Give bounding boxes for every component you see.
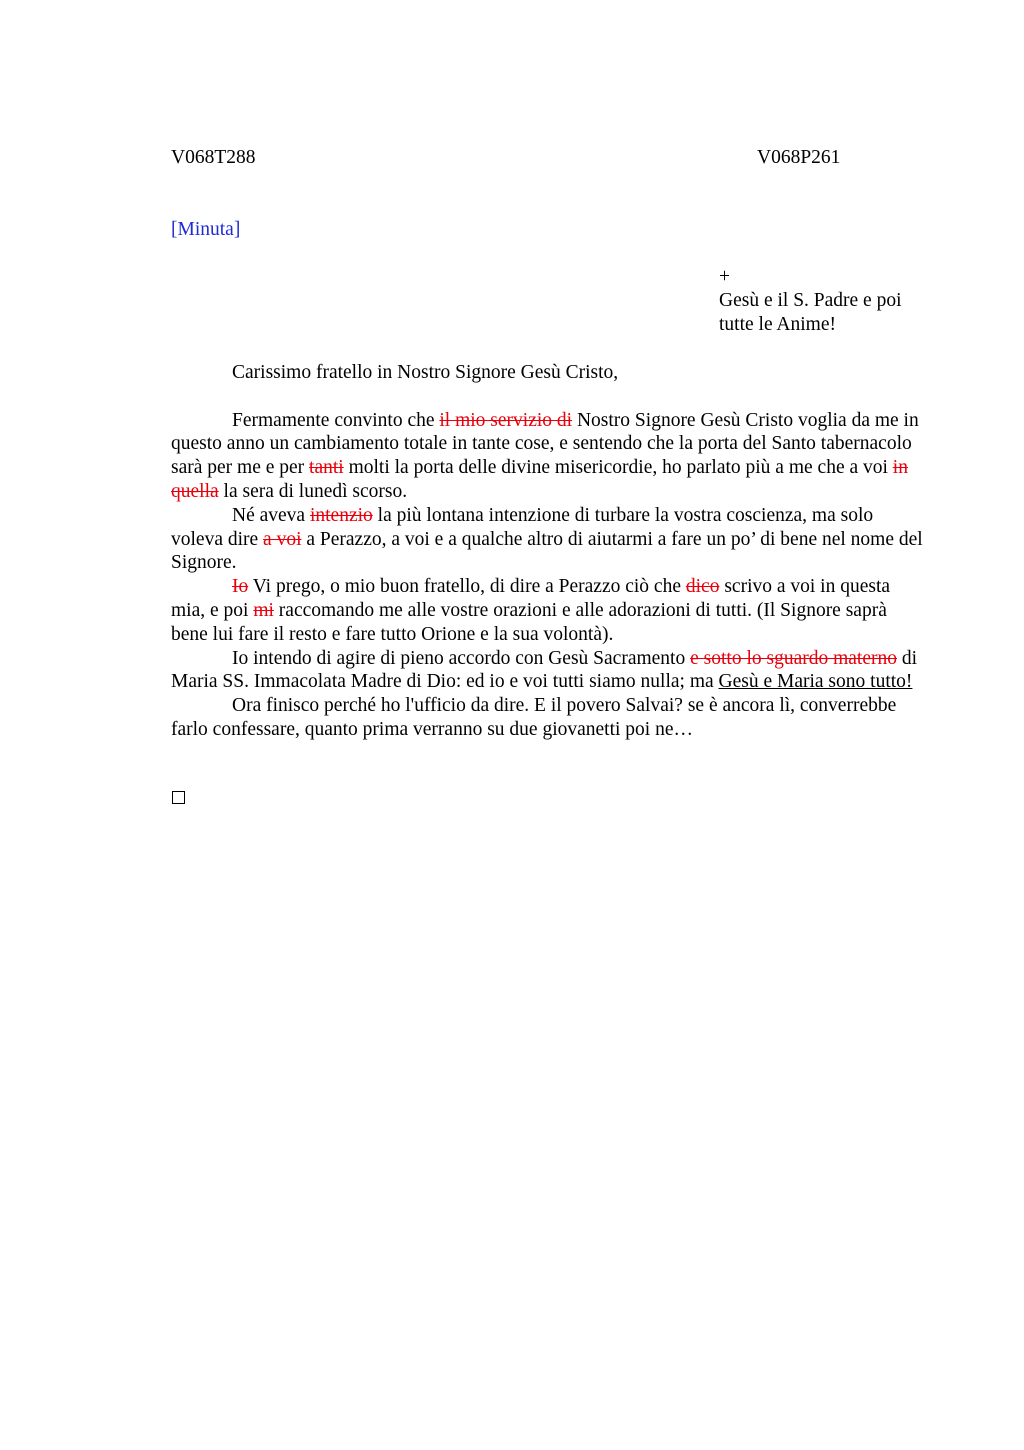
paragraph-text: molti la porta delle divine misericordie, ho parlato più a me che a voi <box>343 457 893 479</box>
deleted-text: Io <box>232 576 249 598</box>
document-code-left: V068T288 <box>171 147 256 168</box>
letter-paragraph <box>171 647 923 695</box>
paragraph-text: a Perazzo, a voi e a qualche altro di aiutarmi a fare un po’ di bene nel nome del Signore. <box>171 528 923 574</box>
deleted-text: il mio servizio di <box>439 409 573 431</box>
deleted-text: dico <box>685 576 720 598</box>
letter-paragraph <box>171 575 923 646</box>
document-code-right: V068P261 <box>757 147 841 168</box>
salutation: Carissimo fratello in Nostro Signore Gesù Cristo, <box>232 362 619 383</box>
deleted-text: e sotto lo sguardo materno <box>690 647 897 669</box>
deleted-text: intenzio <box>309 504 373 526</box>
underlined-text: Gesù e Maria sono tutto! <box>718 671 913 693</box>
letter-paragraphs <box>171 409 923 742</box>
paragraph-text: Fermamente convinto che <box>232 409 440 431</box>
letter-paragraph <box>171 409 923 504</box>
paragraph-text: di Maria SS. Immacolata Madre di Dio: ed io e voi tutti siamo nulla; ma <box>171 647 918 693</box>
deleted-text: in quella <box>171 457 908 502</box>
minuta-label: [Minuta] <box>171 219 241 240</box>
paragraph-text: raccomando me alle vostre orazioni e alle adorazioni di tutti. (Il Signore saprà bene lui fare il resto e fare tutto Orione e la sua volontà). <box>171 599 887 645</box>
paragraph-text: Vi prego, o mio buon fratello, di dire a Perazzo ciò che <box>248 576 686 598</box>
deleted-text: a voi <box>263 528 302 550</box>
invocation-block <box>719 265 902 337</box>
deleted-text: tanti <box>309 457 344 479</box>
paragraph-text: scrivo a voi in questa mia, e poi <box>171 576 891 621</box>
paragraph-text: la sera di lunedì scorso. <box>218 480 408 502</box>
invocation-line-2: tutte le Anime! <box>719 314 836 335</box>
paragraph-text: Io intendo di agire di pieno accordo con Gesù Sacramento <box>232 647 691 669</box>
paragraph-text: la più lontana intenzione di turbare la vostra coscienza, ma solo voleva dire <box>171 504 874 550</box>
paragraph-text: Ora finisco perché ho l'ufficio da dire. E il povero Salvai? se è ancora lì, converrebbe farlo confessare, quanto prima verranno su due giovanetti poi ne… <box>171 695 897 740</box>
end-of-document-box-icon <box>172 791 185 804</box>
paragraph-text: Nostro Signore Gesù Cristo voglia da me in questo anno un cambiamento totale in tante cose, e sentendo che la porta del Santo tabernacolo sarà per me e per <box>171 409 919 479</box>
letter-paragraph <box>171 694 923 742</box>
paragraph-text: Né aveva <box>232 504 310 526</box>
letter-paragraph <box>171 504 923 575</box>
letter-body <box>171 361 923 742</box>
cross-symbol: + <box>719 266 730 287</box>
invocation-line-1: Gesù e il S. Padre e poi <box>719 290 902 311</box>
deleted-text: mi <box>253 599 274 621</box>
